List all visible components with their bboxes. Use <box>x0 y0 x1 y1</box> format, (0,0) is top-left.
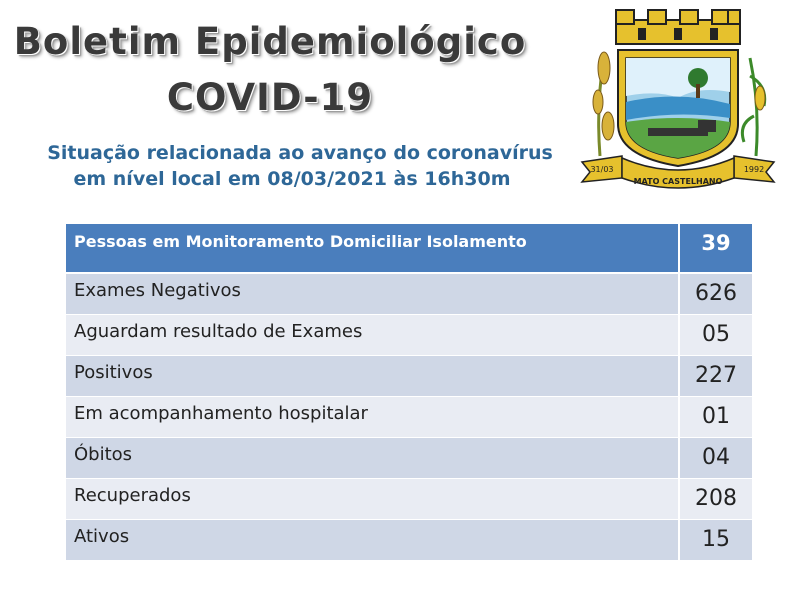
situation-line-1: Situação relacionada ao avanço do coronavírus <box>47 142 553 164</box>
table-row <box>66 224 752 272</box>
row-value: 01 <box>680 397 752 437</box>
row-label: Aguardam resultado de Exames <box>66 315 678 355</box>
crown-icon <box>616 10 740 44</box>
row-value: 626 <box>680 274 752 314</box>
row-label: Ativos <box>66 520 678 560</box>
table-row <box>66 397 752 437</box>
ribbon-left-text: 31/03 <box>590 165 614 174</box>
municipal-crest <box>578 6 778 196</box>
row-label: Óbitos <box>66 438 678 478</box>
ribbon-center-text: MATO CASTELHANO <box>633 177 723 186</box>
table-row <box>66 315 752 355</box>
table-row <box>66 479 752 519</box>
table-row <box>66 438 752 478</box>
shield-icon <box>618 50 738 166</box>
ribbon-right-text: 1992 <box>743 165 765 174</box>
row-label: Pessoas em Monitoramento Domiciliar Isolamento <box>66 224 678 272</box>
row-value: 208 <box>680 479 752 519</box>
row-value: 227 <box>680 356 752 396</box>
table-row <box>66 520 752 560</box>
wheat-icon <box>593 52 614 156</box>
table-row <box>66 274 752 314</box>
table-row <box>66 356 752 396</box>
row-label: Exames Negativos <box>66 274 678 314</box>
row-value: 15 <box>680 520 752 560</box>
corn-icon <box>742 58 765 156</box>
situation-line-2: em nível local em 08/03/2021 às 16h30m <box>73 168 511 190</box>
row-label: Positivos <box>66 356 678 396</box>
row-value: 04 <box>680 438 752 478</box>
row-label: Recuperados <box>66 479 678 519</box>
row-value: 05 <box>680 315 752 355</box>
page-subtitle-covid: COVID-19 <box>166 76 374 119</box>
row-value: 39 <box>680 224 752 272</box>
row-label: Em acompanhamento hospitalar <box>66 397 678 437</box>
page-title: Boletim Epidemiológico <box>13 20 527 63</box>
